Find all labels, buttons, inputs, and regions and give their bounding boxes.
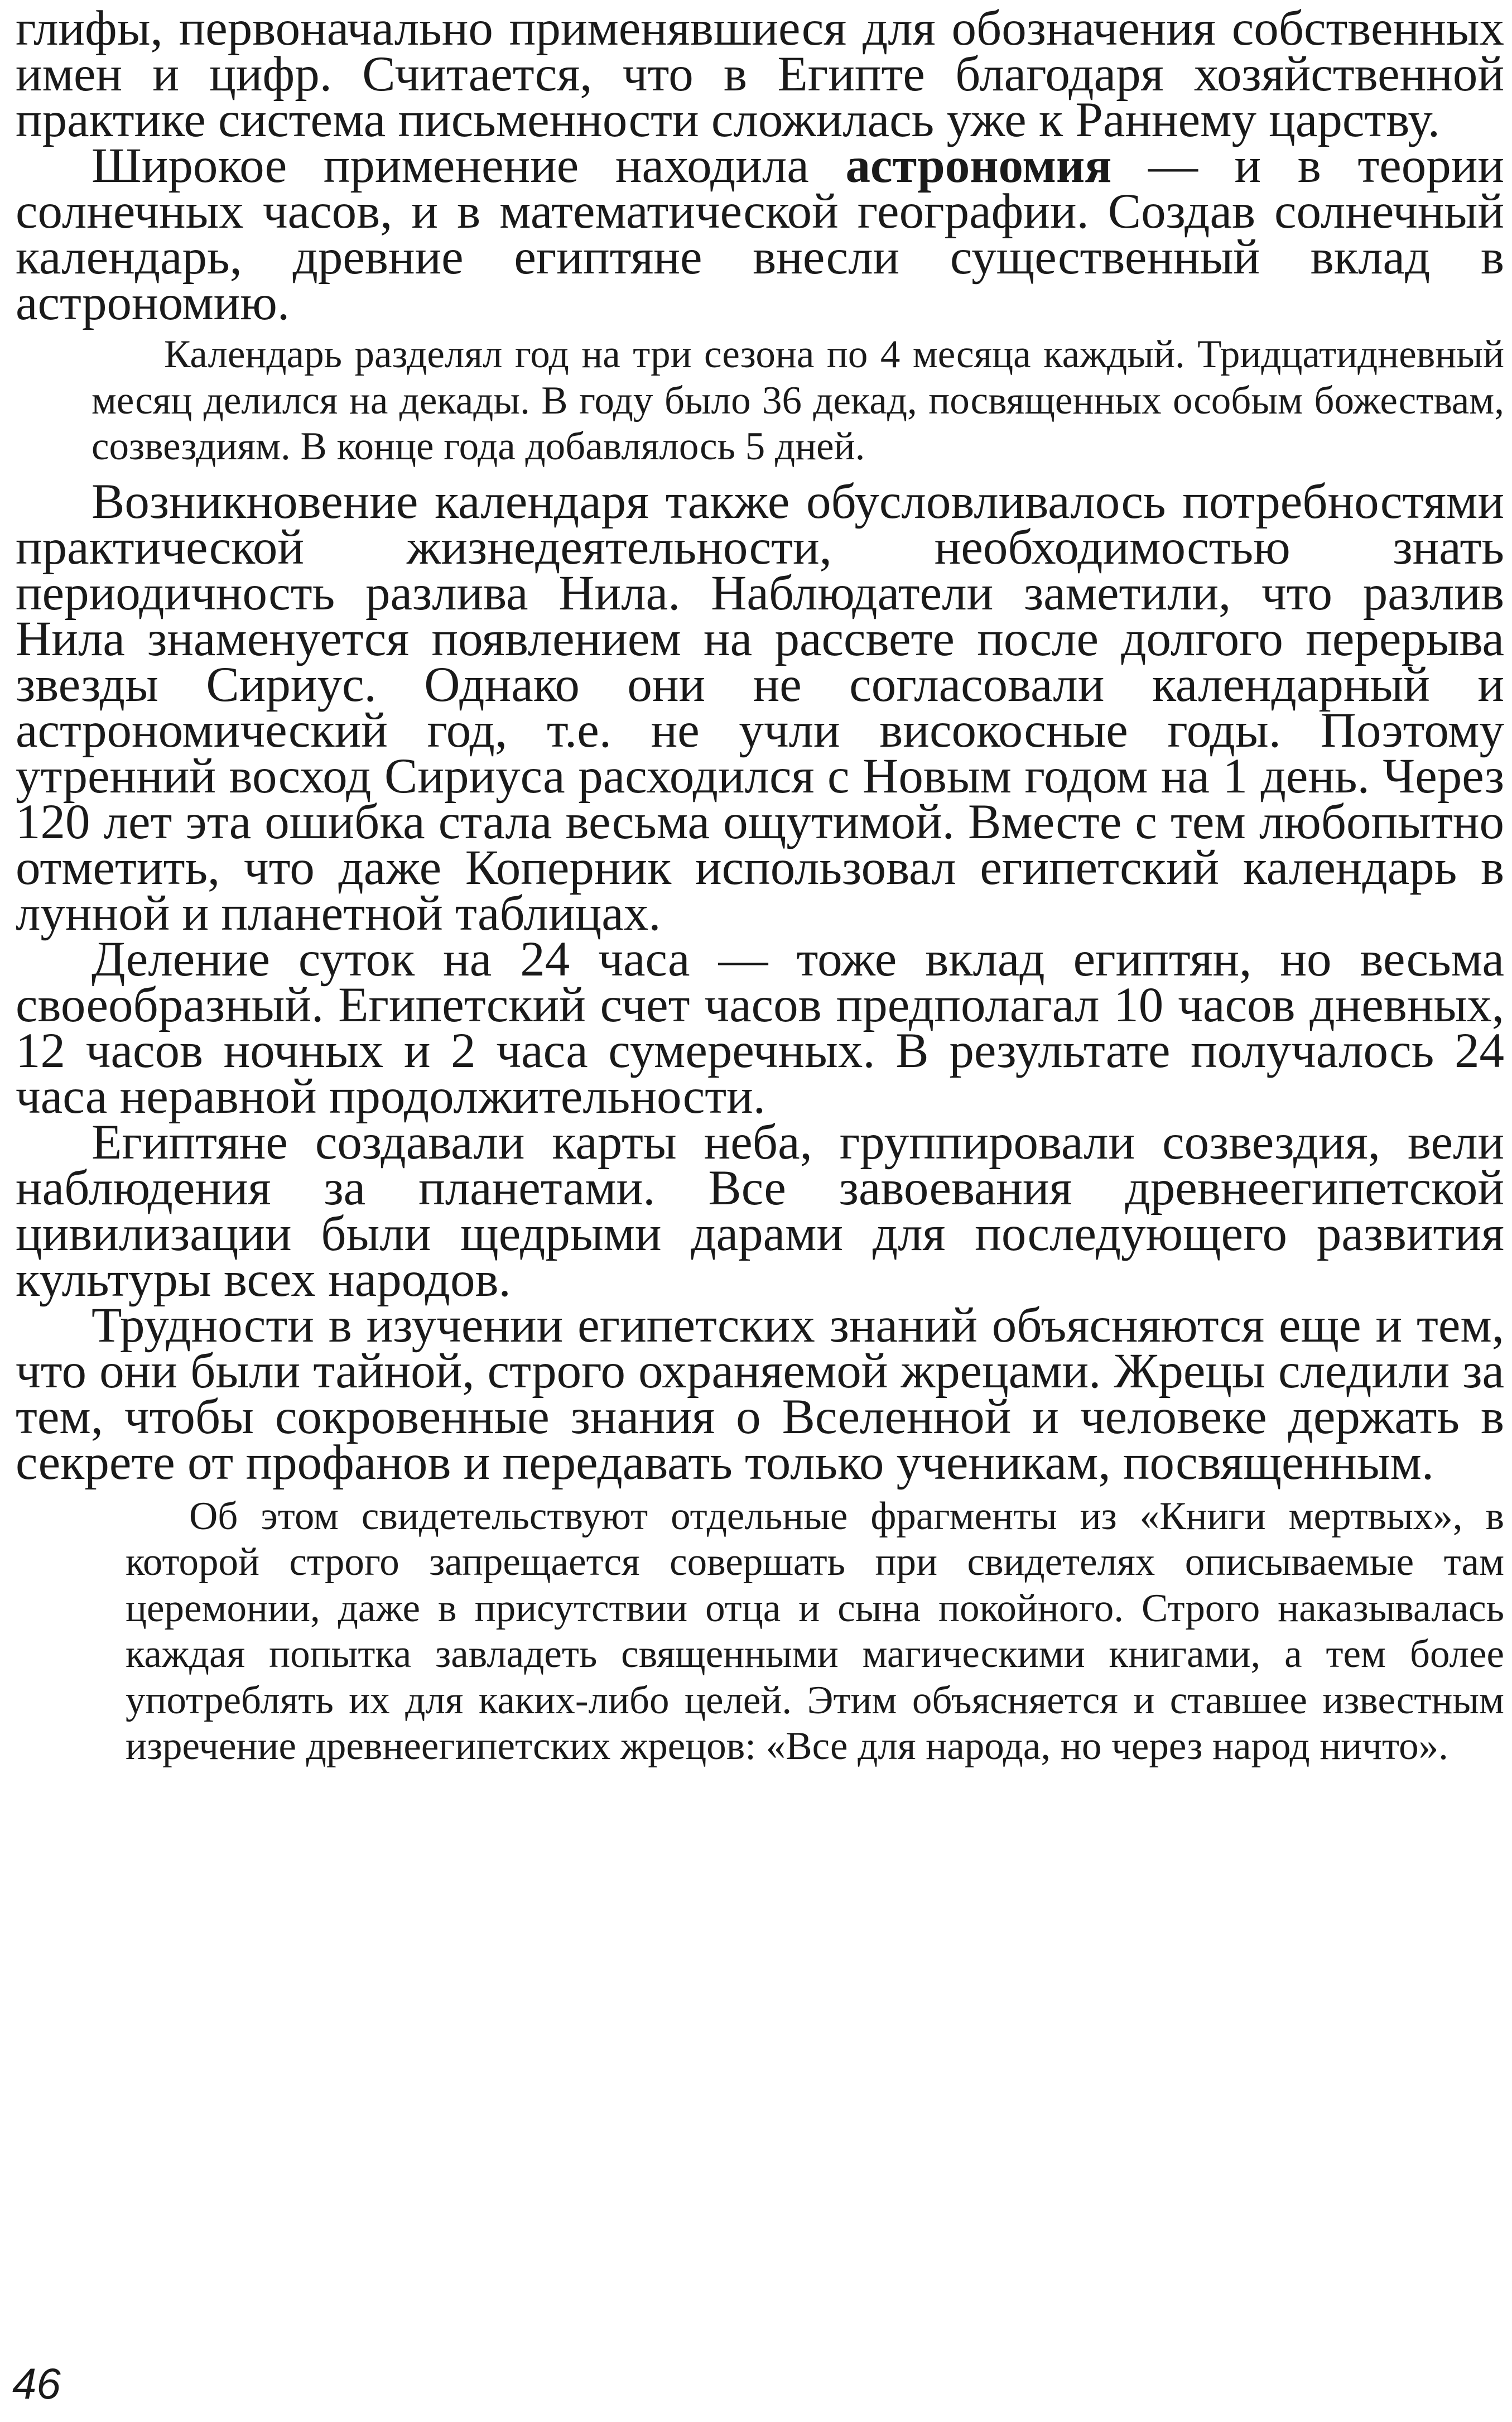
note-book-of-the-dead: Об этом свидетельствуют отдельные фрагменты из «Книги мертвых», в которой строго запрещается совершать при свидетелях описываемые там церемонии, даже в присутствии отца и сына покойного. Строго наказывалась каждая попытка завладеть священными магическими книгами, а тем более употреблять их для каких-либо целей. Этим объясняется и ставшее известным изречение древнеегипетских жрецов: «Все для народа, но через народ ничто». — [126, 1494, 1504, 1768]
paragraph-astronomy-rest: — и в теории солнечных часов, и в математической географии. Создав солнечный календарь, древние египтяне внесли существенный вклад в астрономию. — [16, 138, 1505, 330]
page-number: 46 — [12, 2359, 61, 2408]
book-page — [16, 1, 1505, 1779]
paragraph-calendar-origin: Возникновение календаря также обусловливалось потребностями практической жизнедеятельности, необходимостью знать периодичность разлива Нила. Наблюдатели заметили, что разлив Нила знаменуется появлением на рассвете после долгого перерыва звезды Сириус. Однако они не согласовали календарный и астрономический год, т.е. не учли високосные годы. Поэтому утренний восход Сириуса расходился с Новым годом на 1 день. Через 120 лет эта ошибка стала весьма ощутимой. Вместе с тем любопытно отметить, что даже Коперник использовал египетский календарь в лунной и планетной таблицах. — [16, 474, 1504, 941]
paragraph-day-division: Деление суток на 24 часа — тоже вклад египтян, но весьма своеобразный. Египетский счет часов предполагал 10 часов дневных, 12 часов ночных и 2 часа сумеречных. В результате получалось 24 часа неравной продолжительности. — [16, 931, 1504, 1124]
paragraph-secret-knowledge: Трудности в изучении египетских знаний объясняются еще и тем, что они были тайной, строго охраняемой жрецами. Жрецы следили за тем, чтобы сокровенные знания о Вселенной и человеке держать в секрете от профанов и передавать только ученикам, посвященным. — [16, 1298, 1504, 1490]
paragraph-hieroglyphs: глифы, первоначально применявшиеся для обозначения собственных имен и цифр. Считается, что в Египте благодаря хозяйственной практике система письменности сложилась уже к Раннему царству. — [16, 1, 1504, 147]
term-astronomy: астрономия — [845, 138, 1112, 193]
paragraph-astronomy — [16, 138, 1505, 330]
paragraph-sky-maps: Египтяне создавали карты неба, группировали созвездия, вели наблюдения за планетами. Все завоевания древнеегипетской цивилизации были щедрыми дарами для последующего развития культуры всех народов. — [16, 1114, 1504, 1307]
paragraph-astronomy-lead: Широкое применение находила — [92, 138, 846, 193]
note-calendar-structure: Календарь разделял год на три сезона по 4 месяца каждый. Тридцатидневный месяц делился на декады. В году было 36 декад, посвященных особым божествам, созвездиям. В конце года добавлялось 5 дней. — [92, 333, 1504, 468]
